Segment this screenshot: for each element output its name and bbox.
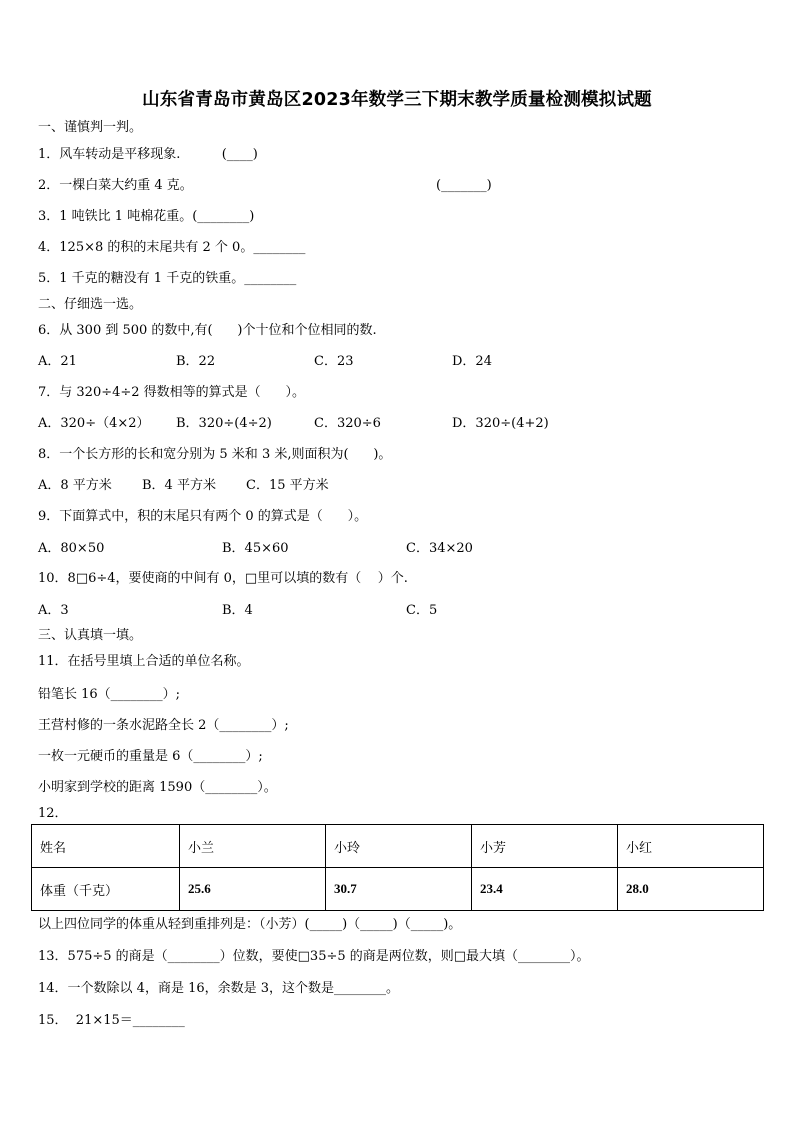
q10-option-c: C．5 — [406, 603, 438, 618]
table-cell: 小玲 — [325, 825, 471, 868]
q10-option-a: A．3 — [38, 603, 69, 618]
question-12: 12． — [38, 806, 68, 821]
q7-option-d: D．320÷(4+2) — [452, 416, 549, 431]
section-heading-1: 一、谨慎判一判。 — [38, 120, 143, 135]
question-2-blank: (_______) — [436, 178, 492, 193]
table-cell: 小红 — [617, 825, 763, 868]
q7-option-b: B．320÷(4÷2) — [176, 416, 272, 431]
question-14: 14．一个数除以 4，商是 16，余数是 3，这个数是________。 — [38, 981, 400, 996]
q9-option-c: C．34×20 — [406, 541, 473, 556]
question-10: 10．8□6÷4，要使商的中间有 0，□里可以填的数有（ ）个. — [38, 571, 408, 586]
question-1: 1．风车转动是平移现象. (____) — [38, 147, 258, 162]
table-cell: 30.7 — [325, 868, 471, 911]
q9-option-a: A．80×50 — [38, 541, 105, 556]
table-cell: 25.6 — [180, 868, 326, 911]
q7-option-a: A．320÷（4×2） — [38, 416, 150, 431]
q11-line-1: 铅笔长 16（________）; — [38, 687, 181, 702]
question-9: 9．下面算式中，积的末尾只有两个 0 的算式是（ ）。 — [38, 509, 368, 524]
question-8: 8．一个长方形的长和宽分别为 5 米和 3 米,则面积为( )。 — [38, 447, 392, 462]
question-2: 2．一棵白菜大约重 4 克。 — [38, 178, 193, 193]
question-13: 13．575÷5 的商是（________）位数，要使□35÷5 的商是两位数，则□最大填（________）。 — [38, 949, 590, 964]
q6-option-a: A．21 — [38, 354, 77, 369]
q6-option-b: B．22 — [176, 354, 216, 369]
q8-option-b: B．4 平方米 — [142, 478, 216, 493]
q7-option-c: C．320÷6 — [314, 416, 381, 431]
question-4: 4．125×8 的积的末尾共有 2 个 0。________ — [38, 240, 306, 255]
q9-option-b: B．45×60 — [222, 541, 289, 556]
q11-line-2: 王营村修的一条水泥路全长 2（________）; — [38, 718, 289, 733]
question-5: 5．1 千克的糖没有 1 千克的铁重。________ — [38, 271, 297, 286]
question-6: 6．从 300 到 500 的数中,有( )个十位和个位相同的数. — [38, 323, 377, 338]
q11-line-4: 小明家到学校的距离 1590（________）。 — [38, 780, 277, 795]
table-cell: 小芳 — [471, 825, 617, 868]
question-3: 3．1 吨铁比 1 吨棉花重。(________) — [38, 209, 255, 224]
page-title: 山东省青岛市黄岛区2023年数学三下期末教学质量检测模拟试题 — [142, 90, 652, 110]
table-cell: 姓名 — [32, 825, 180, 868]
q8-option-a: A．8 平方米 — [38, 478, 112, 493]
table-cell: 23.4 — [471, 868, 617, 911]
table-cell: 28.0 — [617, 868, 763, 911]
question-11: 11．在括号里填上合适的单位名称。 — [38, 654, 250, 669]
section-heading-3: 三、认真填一填。 — [38, 628, 143, 643]
q11-line-3: 一枚一元硬币的重量是 6（________）; — [38, 749, 263, 764]
q8-option-c: C．15 平方米 — [246, 478, 329, 493]
section-heading-2: 二、仔细选一选。 — [38, 297, 143, 312]
table-header-row — [32, 825, 764, 868]
table-cell: 小兰 — [180, 825, 326, 868]
q10-option-b: B．4 — [222, 603, 253, 618]
table-cell: 体重（千克） — [32, 868, 180, 911]
q6-option-c: C．23 — [314, 354, 354, 369]
question-7: 7．与 320÷4÷2 得数相等的算式是（ ）。 — [38, 385, 305, 400]
q12-followup: 以上四位同学的体重从轻到重排列是：（小芳）(_____)（_____)（_____)。 — [38, 917, 462, 932]
weight-table — [31, 824, 764, 911]
table-row — [32, 868, 764, 911]
question-15: 15． 21×15＝________ — [38, 1013, 185, 1028]
q6-option-d: D．24 — [452, 354, 492, 369]
